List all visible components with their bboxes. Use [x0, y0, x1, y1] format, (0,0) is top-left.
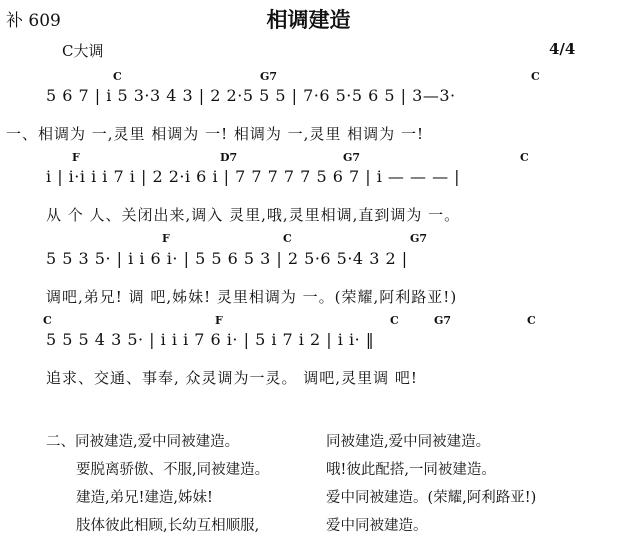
lyric-line: 一、相调为 一,灵里 相调为 一! 相调为 一,灵里 相调为 一!	[6, 125, 424, 143]
chord-label: C	[531, 70, 540, 83]
hymn-title: 相调建造	[266, 8, 351, 32]
chord-label: F	[215, 314, 223, 327]
time-signature: 4/4	[549, 40, 576, 58]
hymn-number: 补 609	[6, 11, 61, 31]
chord-label: C	[113, 70, 122, 83]
chord-label: C	[527, 314, 536, 327]
verse2-right: 同被建造,爱中同被建造。	[326, 434, 491, 450]
verse2-right: 爱中同被建造。	[326, 518, 428, 534]
verse2-left: 二、同被建造,爱中同被建造。	[46, 434, 240, 450]
chord-label: F	[162, 232, 170, 245]
verse2-right: 哦!彼此配搭,一同被建造。	[326, 462, 496, 478]
notation-line: i | i·i i i 7 i | 2 2·i 6 i | 7 7 7 7 7 5 6 7 | i — — — |	[46, 167, 461, 186]
lyric-line: 追求、交通、事奉, 众灵调为一灵。 调吧,灵里调 吧!	[46, 369, 418, 387]
verse2-left: 建造,弟兄!建造,姊妹!	[76, 490, 213, 506]
chord-label: G7	[434, 314, 452, 327]
chord-label: C	[520, 151, 529, 164]
chord-label: F	[72, 151, 80, 164]
chord-label: C	[43, 314, 52, 327]
chord-label: C	[283, 232, 292, 245]
verse2-right: 爱中同被建造。(荣耀,阿利路亚!)	[326, 490, 537, 506]
lyric-line: 调吧,弟兄! 调 吧,姊妹! 灵里相调为 一。(荣耀,阿利路亚!)	[46, 288, 458, 306]
chord-label: C	[390, 314, 399, 327]
key-signature: C大调	[62, 42, 104, 60]
notation-line: 5 5 5 4 3 5· | i i i 7 6 i· | 5 i 7 i 2 | i i· ‖	[46, 330, 375, 349]
verse2-left: 肢体彼此相顾,长幼互相顺服,	[76, 518, 260, 534]
notation-line: 5 6 7 | i 5 3·3 4 3 | 2 2·5 5 5 | 7·6 5·5 6 5 | 3—3·	[46, 86, 456, 105]
chord-label: G7	[260, 70, 278, 83]
chord-label: D7	[220, 151, 238, 164]
verse2-left: 要脱离骄傲、不服,同被建造。	[76, 462, 270, 478]
lyric-line: 从 个 人、关闭出来,调入 灵里,哦,灵里相调,直到调为 一。	[46, 206, 461, 224]
chord-label: G7	[410, 232, 428, 245]
notation-line: 5 5 3 5· | i i 6 i· | 5 5 6 5 3 | 2 5·6 5·4 3 2 |	[46, 249, 408, 268]
chord-label: G7	[343, 151, 361, 164]
